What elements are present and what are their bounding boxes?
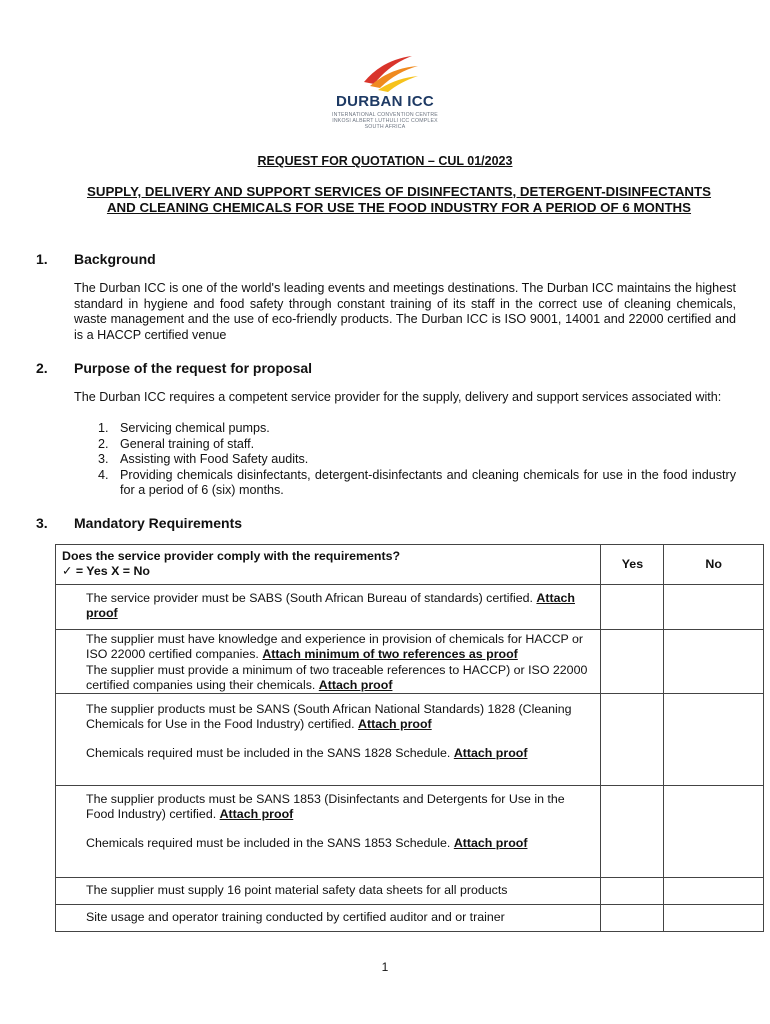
- purpose-list: [74, 421, 736, 499]
- requirement-cell: The supplier products must be SANS 1853 (Disinfectants and Detergents for Use in the Food Industry) certified. Attach proof Chemicals required must be included in the SANS 1853 Schedule. Attach proof: [56, 786, 601, 878]
- requirement-cell: The supplier must have knowledge and experience in provision of chemicals for HACCP or ISO 22000 certified companies. Attach minimum of two references as proof The supplier must provide a minimum of two traceable references to HACCP) or ISO 22000 certified companies using their chemicals. Attach proof: [56, 630, 601, 694]
- list-item: 2. General training of staff.: [98, 436, 255, 451]
- section-1-number: 1.: [36, 251, 48, 267]
- section-2-title: Purpose of the request for proposal: [74, 360, 313, 376]
- requirements-table: [55, 544, 764, 932]
- list-item: 4. Providing chemicals disinfectants, detergent-disinfectants and cleaning chemicals for use in the food industry for a period of 6 (six) months.: [98, 467, 736, 497]
- list-item: 3. Assisting with Food Safety audits.: [98, 452, 309, 466]
- table-header-row: [56, 545, 764, 585]
- requirement-cell: The service provider must be SABS (South African Bureau of standards) certified. Attach proof: [56, 585, 601, 630]
- header-question: Does the service provider comply with the requirements?: [62, 549, 401, 563]
- section-3-title: Mandatory Requirements: [74, 515, 243, 531]
- no-checkbox-cell[interactable]: [664, 694, 764, 786]
- page-number: 1: [381, 960, 389, 974]
- requirement-cell: Site usage and operator training conducted by certified auditor and or trainer: [56, 905, 601, 932]
- yes-checkbox-cell[interactable]: [601, 694, 664, 786]
- section-1-text: The Durban ICC is one of the world's leading events and meetings destinations. The Durban ICC maintains the highest standard in hygiene and food safety through constant training of its staff in the correct use of cleaning chemicals, waste management and the use of eco-friendly products. The Durban ICC is ISO 9001, 14001 and 22000 certified and is a HACCP certified venue: [74, 281, 736, 343]
- section-1-title: Background: [74, 251, 156, 267]
- header-question-cell: [56, 545, 601, 585]
- section-3-number: 3.: [36, 515, 48, 531]
- table-row: [56, 630, 764, 694]
- yes-checkbox-cell[interactable]: [601, 878, 664, 905]
- no-checkbox-cell[interactable]: [664, 905, 764, 932]
- yes-checkbox-cell[interactable]: [601, 786, 664, 878]
- no-checkbox-cell[interactable]: [664, 585, 764, 630]
- list-item: 1. Servicing chemical pumps.: [98, 421, 270, 435]
- rfq-subject: SUPPLY, DELIVERY AND SUPPORT SERVICES OF DISINFECTANTS, DETERGENT-DISINFECTANTS AND CLEANING CHEMICALS FOR USE THE FOOD INDUSTRY FOR A PERIOD OF 6 MONTHS: [86, 184, 712, 215]
- rfq-title: REQUEST FOR QUOTATION – CUL 01/2023: [257, 154, 513, 168]
- no-checkbox-cell[interactable]: [664, 630, 764, 694]
- no-checkbox-cell[interactable]: [664, 878, 764, 905]
- table-row: [56, 694, 764, 786]
- header-legend: ✓ = Yes X = No: [62, 564, 150, 579]
- logo-subline-1: INTERNATIONAL CONVENTION CENTRE: [332, 112, 438, 118]
- header-yes: Yes: [601, 545, 664, 585]
- durban-icc-logo: [322, 52, 448, 132]
- logo-subline-2: INKOSI ALBERT LUTHULI ICC COMPLEX: [332, 118, 438, 124]
- yes-checkbox-cell[interactable]: [601, 905, 664, 932]
- section-2-number: 2.: [36, 360, 48, 376]
- header-no: No: [664, 545, 764, 585]
- yes-checkbox-cell[interactable]: [601, 585, 664, 630]
- table-row: [56, 585, 764, 630]
- yes-checkbox-cell[interactable]: [601, 630, 664, 694]
- logo-name: DURBAN ICC: [336, 93, 434, 110]
- section-2-intro: The Durban ICC requires a competent service provider for the supply, delivery and support services associated with:: [74, 390, 722, 404]
- no-checkbox-cell[interactable]: [664, 786, 764, 878]
- table-row: [56, 878, 764, 905]
- requirement-cell: The supplier must supply 16 point material safety data sheets for all products: [56, 878, 601, 905]
- requirement-cell: The supplier products must be SANS (South African National Standards) 1828 (Cleaning Chemicals for Use in the Food Industry) certified. Attach proof Chemicals required must be included in the SANS 1828 Schedule. Attach proof: [56, 694, 601, 786]
- logo-subline-3: SOUTH AFRICA: [364, 124, 406, 130]
- table-row: [56, 905, 764, 932]
- table-row: [56, 786, 764, 878]
- logo-swoosh-icon: [360, 52, 420, 92]
